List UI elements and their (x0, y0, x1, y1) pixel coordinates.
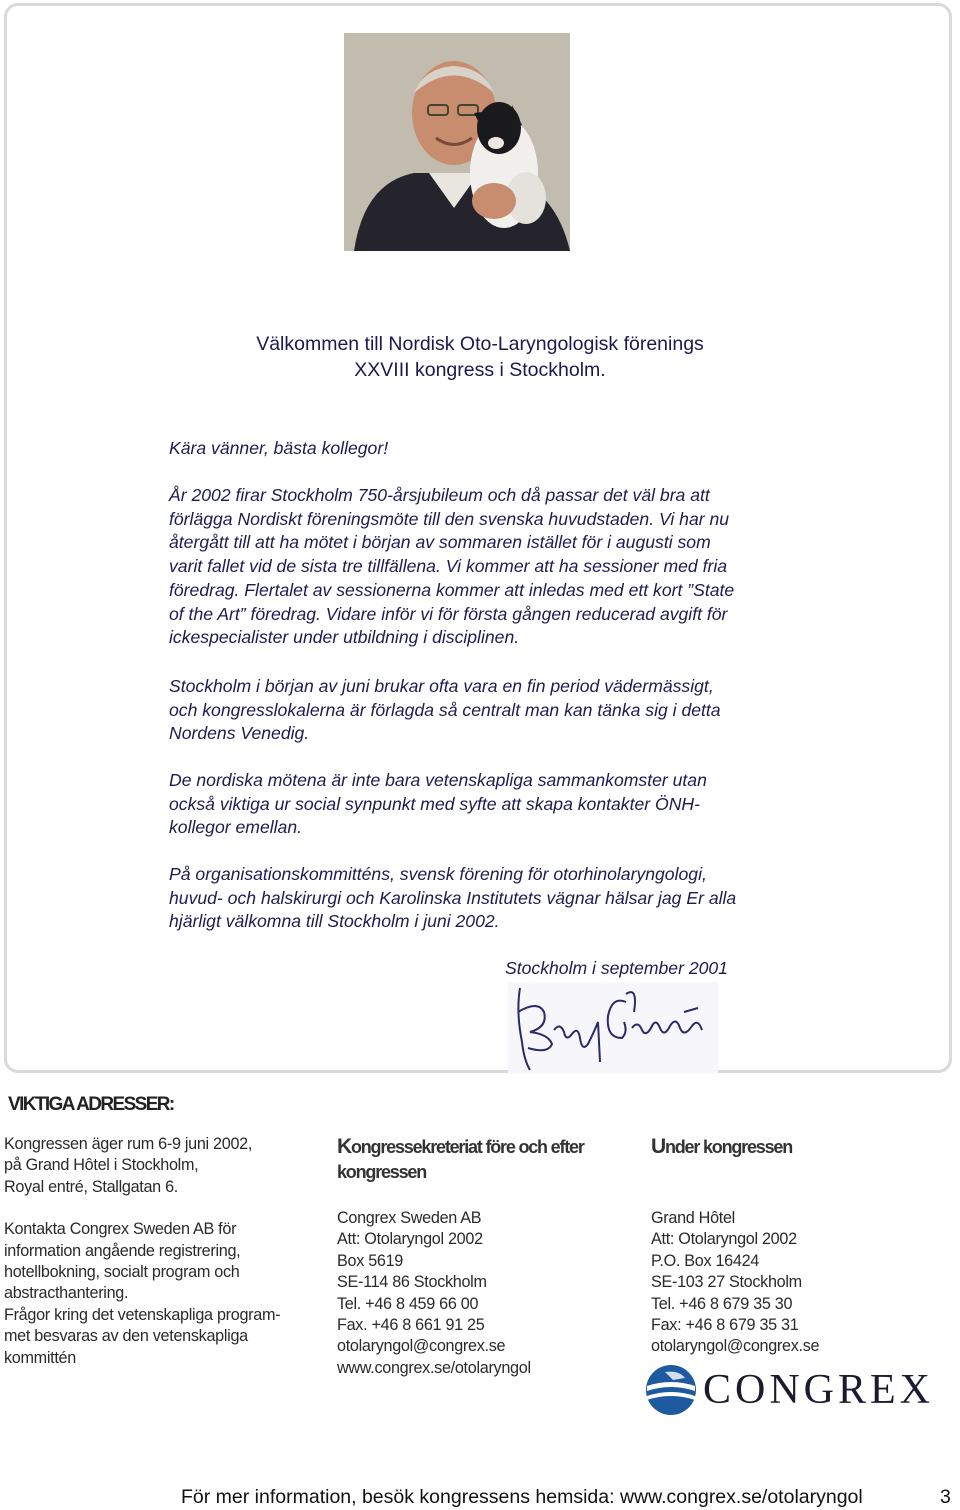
place-and-date: Stockholm i september 2001 (505, 958, 728, 978)
paragraph-line: också viktiga ur social synpunkt med syfte att skapa kontakter ÖNH- (169, 793, 700, 814)
contact-info-line: Kontakta Congrex Sweden AB för (4, 1220, 237, 1239)
paragraph-line: kollegor emellan. (169, 817, 303, 838)
paragraph-line: hjärligt välkomna till Stockholm i juni 2002. (169, 911, 500, 932)
footer-info: För mer information, besök kongressens hemsida: www.congrex.se/otolaryngol (181, 1486, 863, 1508)
congrex-logo (645, 1362, 935, 1418)
secretariat-heading: Kongressekreteriat före och efter kongressen (337, 1135, 584, 1182)
paragraph-line: of the Art” föredrag. Vidare inför vi för första gången reducerad avgift för (169, 603, 728, 624)
contact-info-line: kommittén (4, 1348, 76, 1367)
letter-paragraph-2 (169, 675, 809, 746)
hotel-line: P.O. Box 16424 (651, 1251, 759, 1270)
letter-greeting: Kära vänner, bästa kollegor! (169, 438, 389, 458)
paragraph-line: och kongresslokalerna är förlagda så centralt man kan tänka sig i detta (169, 699, 721, 720)
address-column-secretariat (337, 1134, 637, 1379)
contact-info-line: met besvaras av den vetenskapliga (4, 1327, 248, 1346)
paragraph-line: År 2002 firar Stockholm 750-årsjubileum och då passar det väl bra att (169, 485, 710, 505)
paragraph-line: föredrag. Flertalet av sessionerna kommer att inledas med ett kort ”State (169, 579, 735, 600)
paragraph-line: varit fallet vid de sista tre tillfällena. Vi kommer att ha sessioner med fria (169, 556, 728, 577)
venue-line: på Grand Hôtel i Stockholm, (4, 1156, 199, 1175)
paragraph-line: återgått till att ha mötet i början av sommaren istället för i augusti som (169, 532, 711, 553)
letter-paragraph-1 (169, 484, 809, 650)
secretariat-website[interactable]: www.congrex.se/otolaryngol (337, 1358, 531, 1377)
hotel-line: Grand Hôtel (651, 1209, 735, 1227)
secretariat-line: Att: Otolaryngol 2002 (337, 1230, 483, 1249)
paragraph-line: Stockholm i början av juni brukar ofta vara en fin period vädermässigt, (169, 676, 714, 696)
during-congress-heading: Under kongressen (651, 1135, 793, 1158)
important-addresses-heading: VIKTIGA ADRESSER: (8, 1094, 174, 1115)
handwritten-signature (508, 982, 718, 1074)
congrex-globe-icon (645, 1364, 697, 1416)
venue-line: Kongressen äger rum 6-9 juni 2002, (4, 1135, 253, 1153)
secretariat-line: Congrex Sweden AB (337, 1209, 482, 1227)
address-column-during-congress (651, 1134, 951, 1358)
page-number: 3 (940, 1486, 951, 1508)
paragraph-line: ickespecialister under utbildning i disciplinen. (169, 627, 520, 648)
welcome-heading-line1: Välkommen till Nordisk Oto-Laryngologisk förenings (256, 333, 704, 355)
letter-paragraph-3 (169, 769, 809, 840)
hotel-line: Tel. +46 8 679 35 30 (651, 1294, 793, 1313)
secretariat-line: Tel. +46 8 459 66 00 (337, 1294, 479, 1313)
hotel-line: Att: Otolaryngol 2002 (651, 1230, 797, 1249)
hotel-line: Fax: +46 8 679 35 31 (651, 1316, 799, 1335)
paragraph-line: Nordens Venedig. (169, 723, 310, 744)
letter-paragraph-4 (169, 863, 809, 934)
paragraph-line: förlägga Nordiskt föreningsmöte till den svenska huvudstaden. Vi har nu (169, 508, 730, 529)
hotel-line: SE-103 27 Stockholm (651, 1273, 802, 1292)
welcome-heading-line2: XXVIII kongress i Stockholm. (354, 359, 606, 381)
hotel-email[interactable]: otolaryngol@congrex.se (651, 1337, 820, 1356)
paragraph-line: På organisationskommitténs, svensk förening för otorhinolaryngologi, (169, 864, 707, 884)
secretariat-line: Box 5619 (337, 1251, 404, 1270)
paragraph-line: De nordiska mötena är inte bara vetenskapliga sammankomster utan (169, 770, 707, 790)
secretariat-email[interactable]: otolaryngol@congrex.se (337, 1337, 506, 1356)
contact-info-line: information angående registrering, (4, 1241, 241, 1260)
secretariat-line: SE-114 86 Stockholm (337, 1273, 487, 1292)
congrex-logo-text: CONGREX (703, 1367, 935, 1413)
contact-info-line: Frågor kring det vetenskapliga program- (4, 1305, 281, 1324)
portrait-photo (344, 33, 570, 251)
contact-info-line: hotellbokning, socialt program och (4, 1263, 240, 1282)
contact-info-line: abstracthantering. (4, 1284, 129, 1303)
paragraph-line: huvud- och halskirurgi och Karolinska Institutets vägnar hälsar jag Er alla (169, 887, 737, 908)
venue-line: Royal entré, Stallgatan 6. (4, 1177, 178, 1196)
secretariat-line: Fax. +46 8 661 91 25 (337, 1316, 485, 1335)
address-column-venue (4, 1134, 314, 1369)
